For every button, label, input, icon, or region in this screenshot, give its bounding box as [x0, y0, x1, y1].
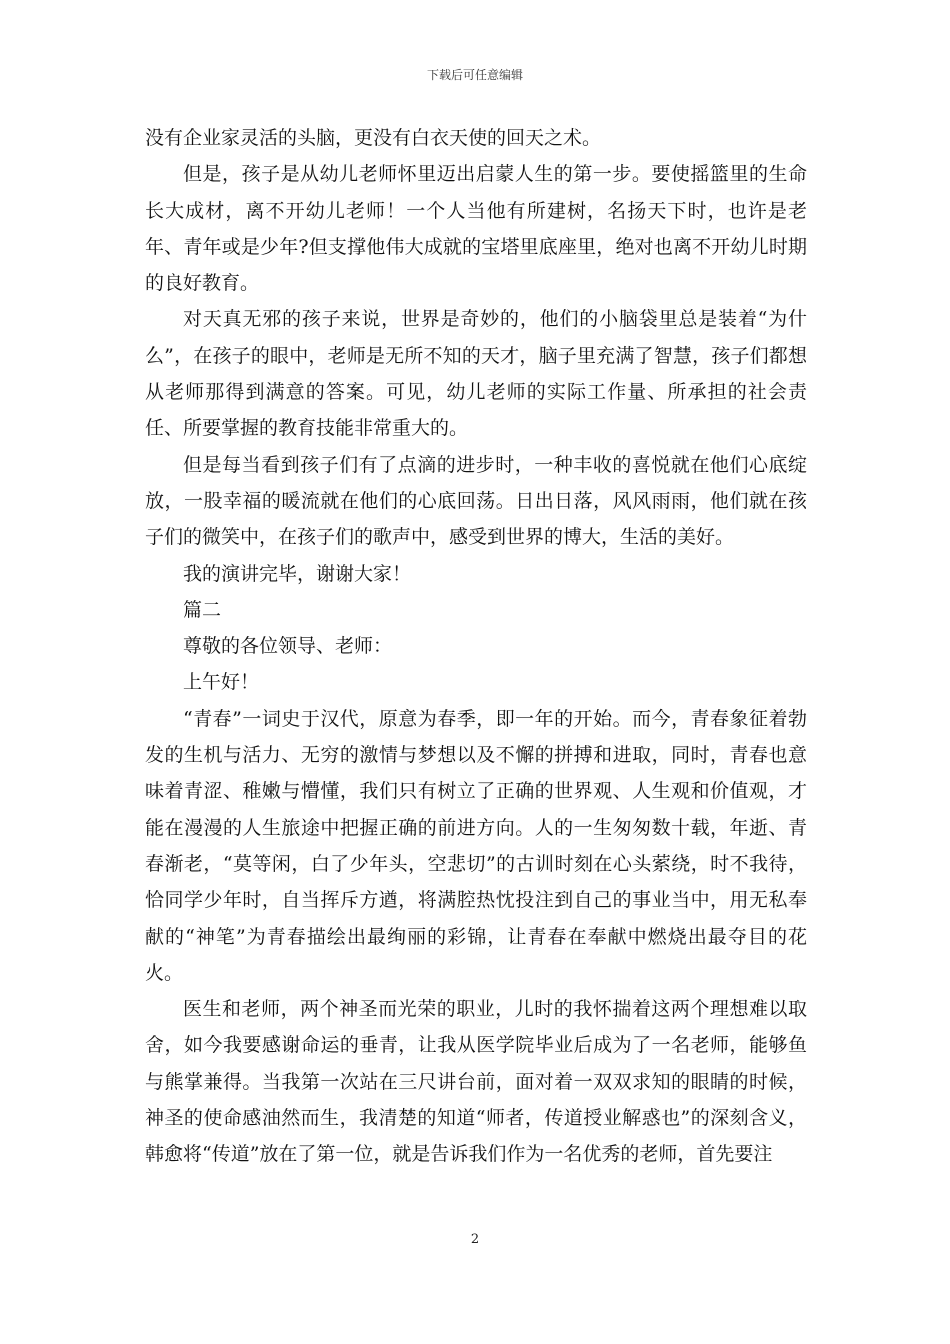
paragraph: 对天真无邪的孩子来说，世界是奇妙的，他们的小脑袋里总是装着“为什么”，在孩子的眼中，老师是无所不知的天才，脑子里充满了智慧，孩子们都想从老师那得到满意的答案。可见，幼儿老师的实际工作量、所承担的社会责任、所要掌握的教育技能非常重大的。 [145, 308, 807, 440]
closing-line: 我的演讲完毕，谢谢大家！ [183, 562, 412, 585]
paragraph: 但是每当看到孩子们有了点滴的进步时，一种丰收的喜悦就在他们心底绽放，一股幸福的暖流就在他们的心底回荡。日出日落，风风雨雨，他们就在孩子们的微笑中，在孩子们的歌声中，感受到世界的博大，生活的美好。 [145, 453, 807, 549]
paragraph-continuation: 没有企业家灵活的头脑，更没有白衣天使的回天之术。 [145, 127, 602, 149]
section-heading: 篇二 [183, 598, 222, 621]
paragraph: “青春”一词史于汉代，原意为春季，即一年的开始。而今，青春象征着勃发的生机与活力、无穷的激情与梦想以及不懈的拼搏和进取，同时，青春也意味着青涩、稚嫩与懵懂，我们只有树立了正确的世界观、人生观和价值观，才能在漫漫的人生旅途中把握正确的前进方向。人的一生匆匆数十载，年逝、青春渐老，“莫等闲，白了少年头，空悲切”的古训时刻在心头萦绕，时不我待，恰同学少年时，自当挥斥方遒，将满腔热忱投注到自己的事业当中，用无私奉献的“神笔”为青春描绘出最绚丽的彩锦，让青春在奉献中燃烧出最夺目的花火。 [145, 707, 807, 984]
greeting: 上午好！ [183, 671, 260, 694]
paragraph: 但是，孩子是从幼儿老师怀里迈出启蒙人生的第一步。要使摇篮里的生命长大成材，离不开幼儿老师！一个人当他有所建树，名扬天下时，也许是老年、青年或是少年?但支撑他伟大成就的宝塔里底座里，绝对也离不开幼儿时期的良好教育。 [145, 163, 807, 295]
page-number: 2 [470, 1232, 480, 1247]
document-body [145, 120, 807, 1173]
salutation: 尊敬的各位领导、老师： [183, 635, 393, 658]
page-header-note: 下载后可任意编辑 [426, 68, 523, 82]
paragraph: 医生和老师，两个神圣而光荣的职业，儿时的我怀揣着这两个理想难以取舍，如今我要感谢命运的垂青，让我从医学院毕业后成为了一名老师，能够鱼与熊掌兼得。当我第一次站在三尺讲台前，面对着一双双求知的眼睛的时候，神圣的使命感油然而生，我清楚的知道“师者，传道授业解惑也”的深刻含义，韩愈将“传道”放在了第一位，就是告诉我们作为一名优秀的老师，首先要注 [145, 998, 807, 1166]
